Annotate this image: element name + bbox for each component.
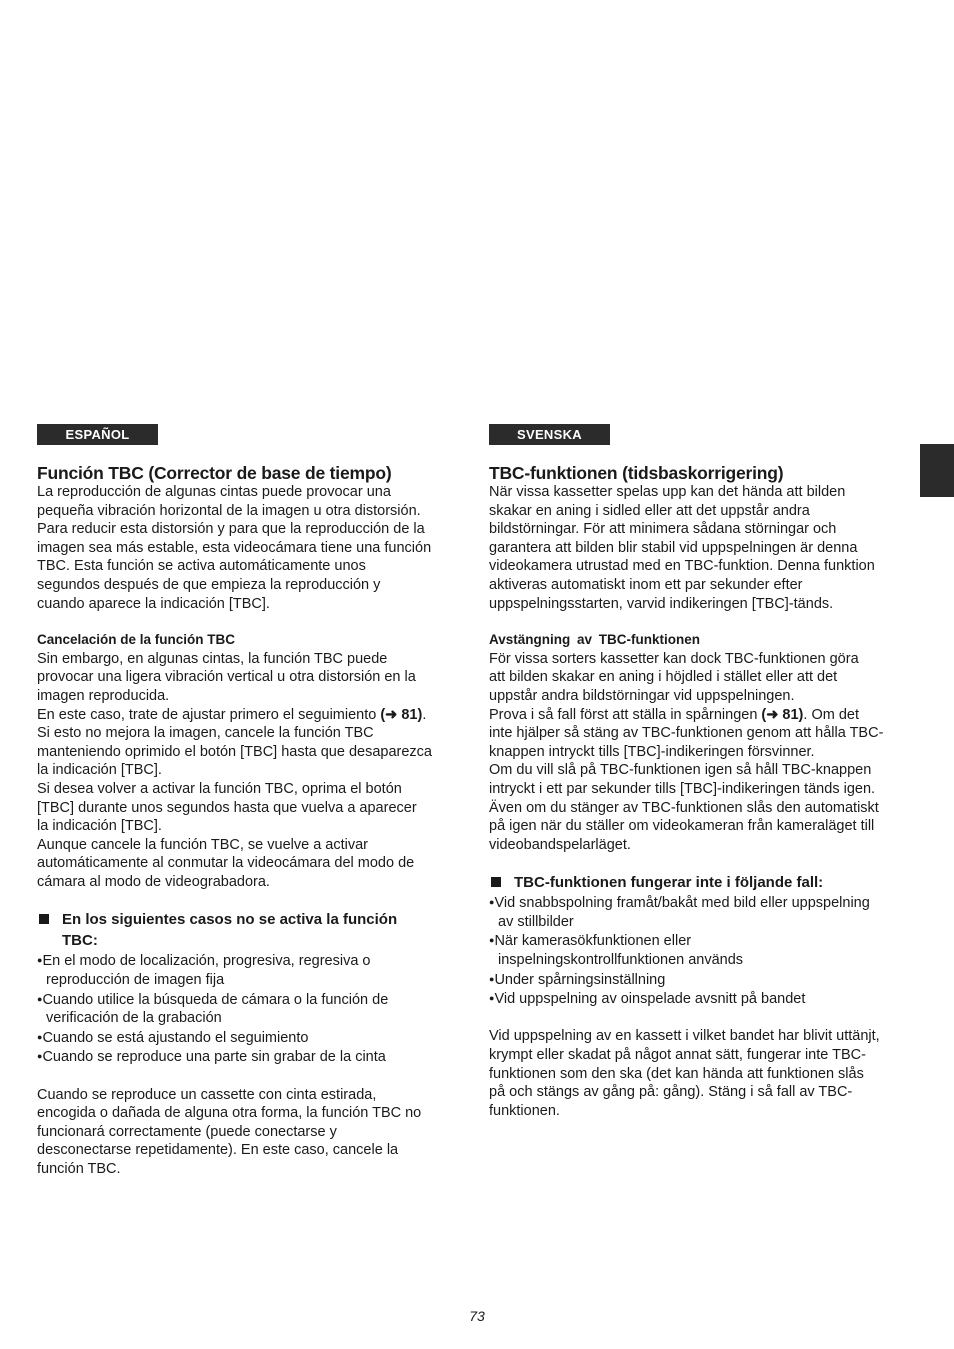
- text-line: imagen sea más estable, esta videocámara tiene una función: [37, 539, 432, 556]
- subheading: Avstängning av TBC-funktionen: [489, 632, 700, 648]
- cases-list: [489, 893, 904, 1009]
- text-line: [TBC] durante unos segundos hasta que vuelva a aparecer: [37, 799, 417, 816]
- text-line: skakar en aning i sidled eller att det uppstår andra: [489, 502, 810, 519]
- text-line: på och stängs av gång på: gång). Stäng i så fall av TBC-: [489, 1084, 853, 1101]
- text-line: En este caso, trate de ajustar primero el seguimiento: [37, 706, 381, 723]
- page-reference: (➜ 81): [761, 706, 804, 723]
- page-reference: (➜ 81): [380, 706, 423, 723]
- text-line: Para reducir esta distorsión y para que la reproducción de la: [37, 521, 425, 538]
- text-line: Även om du stänger av TBC-funktionen slås den automatiskt: [489, 799, 879, 816]
- text-line: funcionará correctamente (puede conectarse y: [37, 1123, 337, 1140]
- text-line: att bilden skakar en aning i höjdled i stället eller att det: [489, 669, 838, 686]
- text-line: la indicación [TBC].: [37, 818, 162, 835]
- text-line: videokamera utrustad med en TBC-funktion. Denna funktion: [489, 558, 875, 575]
- text-line: imagen reproducida.: [37, 687, 170, 704]
- list-item: ● Under spårningsinställning: [489, 970, 904, 990]
- section-title: TBC-funktionen (tidsbaskorrigering): [489, 463, 784, 483]
- text-line: Vid uppspelning av en kassett i vilket bandet har blivit uttänjt,: [489, 1028, 880, 1045]
- text-line: cámara al modo de videograbadora.: [37, 873, 270, 890]
- text-line: Si desea volver a activar la función TBC, oprima el botón: [37, 780, 402, 797]
- text-line: cuando aparece la indicación [TBC].: [37, 595, 270, 612]
- text-line: pequeña vibración horizontal de la imagen u otra distorsión.: [37, 502, 421, 519]
- text-line: garantera att bilden blir stabil vid uppspelningen är denna: [489, 539, 858, 556]
- cases-heading: [489, 872, 904, 893]
- text-line: la indicación [TBC].: [37, 762, 162, 779]
- section-thumb-tab: [920, 444, 954, 497]
- text-line: La reproducción de algunas cintas puede provocar una: [37, 484, 391, 500]
- text-line: knappen intryckt tills [TBC]-indikeringen försvinner.: [489, 743, 815, 760]
- language-label: ESPAÑOL: [37, 424, 158, 445]
- text-line: manteniendo oprimido el botón [TBC] hasta que desaparezca: [37, 743, 432, 760]
- text-line: .: [422, 706, 427, 723]
- closing-paragraph: [37, 1086, 452, 1179]
- text-line: på igen när du ställer om videokameran från kameraläget till: [489, 818, 875, 835]
- text-line: Om du vill slå på TBC-funktionen igen så håll TBC-knappen: [489, 762, 872, 779]
- heading-line: TBC-funktionen fungerar inte i följande fall:: [514, 874, 824, 892]
- square-bullet-icon: [491, 877, 501, 887]
- heading-line: TBC:: [62, 932, 98, 950]
- cancel-paragraph: [489, 650, 904, 855]
- text-line: segundos después de que empieza la reproducción y: [37, 576, 381, 593]
- text-line: uppstår andra bildstörningar vid uppspelningen.: [489, 687, 795, 704]
- list-item: ● Vid snabbspolning framåt/bakåt med bild eller uppspelning av stillbilder: [489, 893, 904, 931]
- text-line: funktionen.: [489, 1102, 560, 1119]
- section-title: Función TBC (Corrector de base de tiempo): [37, 463, 392, 483]
- language-label: SVENSKA: [489, 424, 610, 445]
- intro-paragraph: [489, 483, 904, 613]
- text-line: encogida o dañada de alguna otra forma, la función TBC no: [37, 1105, 422, 1122]
- text-line: Prova i så fall först att ställa in spårningen: [489, 706, 762, 723]
- text-line: bildstörningar. För att minimera sådana störningar och: [489, 521, 837, 538]
- heading-line: En los siguientes casos no se activa la función: [62, 911, 398, 929]
- list-item: ● Cuando se reproduce una parte sin grabar de la cinta: [37, 1047, 452, 1067]
- intro-paragraph: [37, 483, 452, 613]
- list-item: ● Cuando se está ajustando el seguimiento: [37, 1028, 452, 1048]
- text-line: Cuando se reproduce un cassette con cinta estirada,: [37, 1086, 377, 1103]
- subheading: Cancelación de la función TBC: [37, 632, 236, 648]
- cases-heading: [37, 909, 452, 951]
- text-line: videobandspelarläget.: [489, 836, 631, 853]
- text-line: aktiveras automatiskt inom ett par sekunder efter: [489, 576, 803, 593]
- text-line: . Om det: [803, 706, 859, 723]
- text-line: intryckt i ett par sekunder tills [TBC]-indikeringen tänds igen.: [489, 780, 876, 797]
- text-line: För vissa sorters kassetter kan dock TBC-funktionen göra: [489, 650, 859, 667]
- list-item: ● En el modo de localización, progresiva, regresiva o reproducción de imagen fija: [37, 951, 452, 989]
- list-item: ● Cuando utilice la búsqueda de cámara o la función de verificación de la grabación: [37, 990, 452, 1028]
- closing-paragraph: [489, 1027, 904, 1120]
- text-line: Sin embargo, en algunas cintas, la función TBC puede: [37, 650, 388, 667]
- text-line: När vissa kassetter spelas upp kan det hända att bilden: [489, 484, 846, 500]
- text-line: krympt eller skadat på något annat sätt, fungerar inte TBC-: [489, 1047, 866, 1064]
- text-line: funktionen som den ska (det kan hända att funktionen slås: [489, 1065, 864, 1082]
- text-line: Si esto no mejora la imagen, cancele la función TBC: [37, 725, 374, 742]
- text-line: desconectarse repetidamente). En este caso, cancele la: [37, 1142, 399, 1159]
- text-line: Aunque cancele la función TBC, se vuelve a activar: [37, 836, 369, 853]
- text-line: provocar una ligera vibración vertical u otra distorsión en la: [37, 669, 416, 686]
- page-number: 73: [469, 1308, 485, 1324]
- swedish-column: [489, 424, 904, 1120]
- list-item: ● Vid uppspelning av oinspelade avsnitt på bandet: [489, 989, 904, 1009]
- cancel-paragraph: [37, 650, 452, 892]
- cases-list: [37, 951, 452, 1067]
- spanish-column: [37, 424, 452, 1179]
- text-line: automáticamente al conmutar la videocámara del modo de: [37, 855, 415, 872]
- list-item: ● När kamerasökfunktionen eller inspelningskontrollfunktionen används: [489, 931, 904, 969]
- square-bullet-icon: [39, 914, 49, 924]
- text-line: inte hjälper så stäng av TBC-funktionen genom att hålla TBC-: [489, 725, 884, 742]
- text-line: TBC. Esta función se activa automáticamente unos: [37, 558, 366, 575]
- text-line: uppspelningsstarten, varvid indikeringen [TBC]-tänds.: [489, 595, 834, 612]
- text-line: función TBC.: [37, 1161, 121, 1177]
